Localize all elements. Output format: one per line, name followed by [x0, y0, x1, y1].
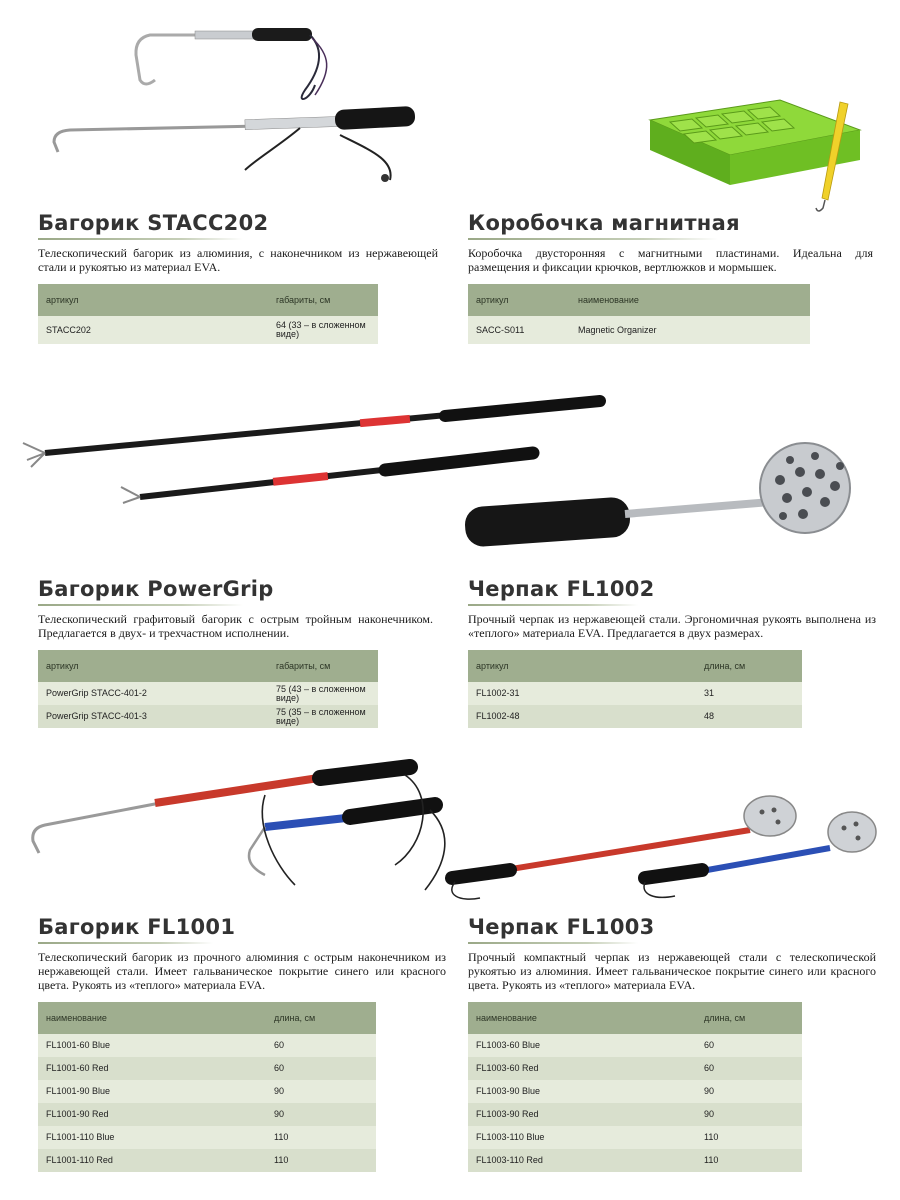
table-cell: FL1003-110 Blue	[468, 1126, 696, 1149]
table-cell: 48	[696, 705, 802, 728]
title-underline	[468, 238, 718, 240]
table-cell: 64 (33 – в сложенном виде)	[268, 316, 378, 344]
table-cell: STACC202	[38, 316, 268, 344]
table-row	[38, 682, 378, 705]
product-description: Прочный компактный черпак из нержавеющей стали с телескопической рукоятью из алюминия. Имеет гальваническое покрытие синего или красного цвета. Рукоять из «теплого» материала EVA.	[468, 950, 876, 992]
table-cell: 75 (43 – в сложенном виде)	[268, 682, 378, 705]
table-cell: 31	[696, 682, 802, 705]
column-header: длина, см	[266, 1002, 376, 1034]
table-row	[38, 705, 378, 728]
column-header: артикул	[38, 284, 268, 316]
spec-table	[38, 284, 378, 344]
table-cell: FL1003-60 Blue	[468, 1034, 696, 1057]
table-row	[468, 1126, 802, 1149]
product-fl1001	[38, 914, 448, 1172]
column-header: габариты, см	[268, 284, 378, 316]
table-cell: FL1002-31	[468, 682, 696, 705]
table-cell: 90	[696, 1103, 802, 1126]
product-description: Телескопический багорик из прочного алюминия с острым наконечником из нержавеющей стали. Имеет гальваническое покрытие синего или красного цвета. Рукоять из «теплого» материала EVA.	[38, 950, 446, 992]
product-fl1002	[468, 576, 878, 728]
table-cell: FL1002-48	[468, 705, 696, 728]
column-header: наименование	[570, 284, 810, 316]
table-cell: 110	[696, 1149, 802, 1172]
table-cell: PowerGrip STACC-401-3	[38, 705, 268, 728]
table-row	[38, 316, 378, 344]
fl1003-ladle-image	[440, 790, 880, 905]
product-title: Черпак FL1003	[468, 915, 655, 939]
table-header-row	[468, 1002, 802, 1034]
spec-table	[38, 650, 378, 728]
table-header-row	[38, 1002, 376, 1034]
product-title: Черпак FL1002	[468, 577, 655, 601]
product-description: Телескопический графитовый багорик с острым тройным наконечником. Предлагается в двух- и трехчастном исполнении.	[38, 612, 433, 640]
table-row	[468, 1103, 802, 1126]
table-row	[38, 1080, 376, 1103]
table-cell: FL1001-90 Blue	[38, 1080, 266, 1103]
magnetic-box-image	[640, 90, 870, 230]
product-magnetic-box	[468, 210, 878, 344]
column-header: наименование	[468, 1002, 696, 1034]
table-row	[38, 1149, 376, 1172]
table-cell: 90	[266, 1080, 376, 1103]
table-cell: 60	[696, 1057, 802, 1080]
table-cell: FL1001-110 Blue	[38, 1126, 266, 1149]
table-row	[468, 1034, 802, 1057]
table-cell: FL1003-90 Red	[468, 1103, 696, 1126]
product-title: Багорик STACC202	[38, 211, 269, 235]
table-cell: 110	[696, 1126, 802, 1149]
column-header: габариты, см	[268, 650, 378, 682]
title-underline	[38, 942, 213, 944]
table-cell: 60	[266, 1057, 376, 1080]
table-header-row	[468, 284, 810, 316]
product-description: Телескопический багорик из алюминия, с наконечником из нержавеющей стали и рукоятью из материал EVA.	[38, 246, 438, 274]
product-powergrip	[38, 576, 448, 728]
table-cell: PowerGrip STACC-401-2	[38, 682, 268, 705]
spec-table	[468, 284, 810, 344]
table-cell: 75 (35 – в сложенном виде)	[268, 705, 378, 728]
column-header: артикул	[38, 650, 268, 682]
table-cell: 60	[266, 1034, 376, 1057]
table-cell: 110	[266, 1126, 376, 1149]
table-cell: 90	[266, 1103, 376, 1126]
product-title: Багорик FL1001	[38, 915, 236, 939]
table-header-row	[38, 650, 378, 682]
table-cell: FL1003-110 Red	[468, 1149, 696, 1172]
table-row	[468, 1080, 802, 1103]
fl1001-gaff-image	[25, 755, 465, 905]
table-cell: FL1001-60 Blue	[38, 1034, 266, 1057]
table-cell: Magnetic Organizer	[570, 316, 810, 344]
table-cell: FL1001-60 Red	[38, 1057, 266, 1080]
spec-table	[38, 1002, 376, 1172]
table-cell: FL1003-90 Blue	[468, 1080, 696, 1103]
table-row	[468, 705, 802, 728]
table-row	[468, 682, 802, 705]
product-fl1003	[468, 914, 878, 1172]
spec-table	[468, 1002, 802, 1172]
product-title: Коробочка магнитная	[468, 211, 740, 235]
table-cell: FL1001-90 Red	[38, 1103, 266, 1126]
column-header: артикул	[468, 650, 696, 682]
title-underline	[38, 604, 243, 606]
table-row	[468, 1149, 802, 1172]
table-cell: 90	[696, 1080, 802, 1103]
table-cell: FL1001-110 Red	[38, 1149, 266, 1172]
stacc202-gaff-image	[40, 10, 440, 185]
product-title: Багорик PowerGrip	[38, 577, 274, 601]
table-header-row	[468, 650, 802, 682]
table-cell: 60	[696, 1034, 802, 1057]
product-description: Коробочка двусторонняя с магнитными пластинами. Идеальна для размещения и фиксации крючков, вертлюжков и мормышек.	[468, 246, 873, 274]
product-stacc202	[38, 210, 448, 344]
table-cell: SACC-S011	[468, 316, 570, 344]
spec-table	[468, 650, 802, 728]
table-cell: FL1003-60 Red	[468, 1057, 696, 1080]
table-row	[38, 1103, 376, 1126]
table-row	[38, 1126, 376, 1149]
table-header-row	[38, 284, 378, 316]
title-underline	[468, 942, 638, 944]
product-description: Прочный черпак из нержавеющей стали. Эргономичная рукоять выполнена из «теплого» материала EVA. Предлагается в двух размерах.	[468, 612, 876, 640]
table-row	[38, 1057, 376, 1080]
title-underline	[38, 238, 243, 240]
column-header: наименование	[38, 1002, 266, 1034]
table-row	[468, 1057, 802, 1080]
table-row	[468, 316, 810, 344]
table-cell: 110	[266, 1149, 376, 1172]
title-underline	[468, 604, 638, 606]
fl1002-ladle-image	[465, 440, 875, 560]
column-header: артикул	[468, 284, 570, 316]
column-header: длина, см	[696, 650, 802, 682]
table-row	[38, 1034, 376, 1057]
column-header: длина, см	[696, 1002, 802, 1034]
